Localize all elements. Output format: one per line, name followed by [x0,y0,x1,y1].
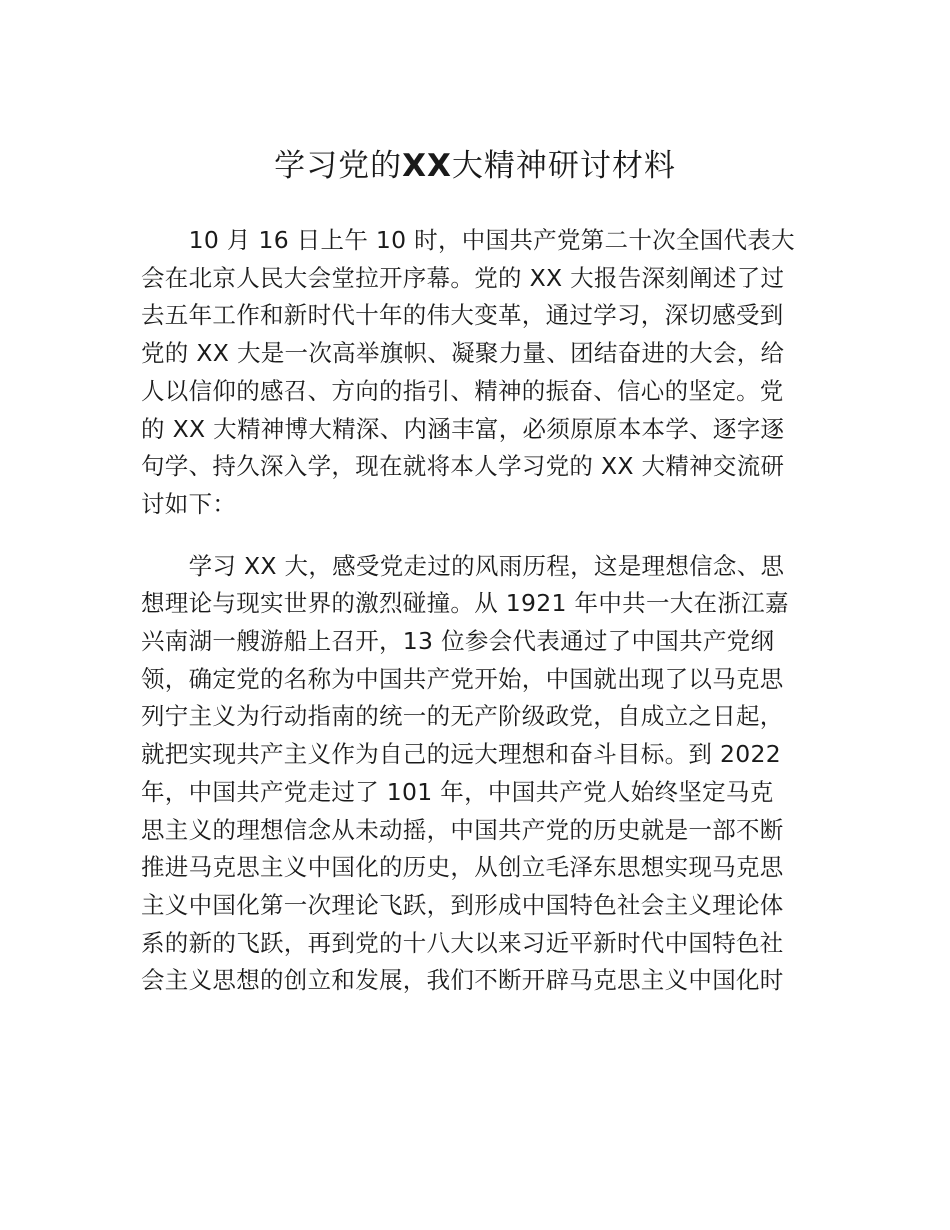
paragraph-gap [141,524,811,548]
title-block [0,144,950,188]
paragraph-1 [141,222,811,524]
paragraph-2-line: 兴南湖一艘游船上召开，13 位参会代表通过了中国共产党纲 [141,627,775,656]
paragraph-2 [141,548,811,1000]
paragraph-1-line: 10 月 16 日上午 10 时，中国共产党第二十次全国代表大 [141,226,795,254]
paragraph-1-line: 人以信仰的感召、方向的指引、精神的振奋、信心的坚定。党 [141,376,784,405]
paragraph-1-line: 会在北京人民大会堂拉开序幕。党的 XX 大报告深刻阐述了过 [141,263,785,292]
paragraph-2-line: 想理论与现实世界的激烈碰撞。从 1921 年中共一大在浙江嘉 [141,589,789,618]
paragraph-2-line: 列宁主义为行动指南的统一的无产阶级政党，自成立之日起， [141,702,784,731]
paragraph-1-line: 的 XX 大精神博大精深、内涵丰富，必须原原本本学、逐字逐 [141,414,785,443]
paragraph-1-line: 句学、持久深入学，现在就将本人学习党的 XX 大精神交流研 [141,452,785,481]
paragraph-2-line: 学习 XX 大，感受党走过的风雨历程，这是理想信念、思 [141,551,785,580]
paragraph-2-line: 就把实现共产主义作为自己的远大理想和奋斗目标。到 2022 [141,740,781,769]
paragraph-2-line: 领，确定党的名称为中国共产党开始，中国就出现了以马克思 [141,664,784,693]
paragraph-1-line: 去五年工作和新时代十年的伟大变革，通过学习，深切感受到 [141,301,784,330]
paragraph-2-line: 主义中国化第一次理论飞跃，到形成中国特色社会主义理论体 [141,890,784,919]
document-body [141,222,811,1000]
title-part-3: 大精神研讨材料 [451,148,676,184]
title-part-1: 学习党的 [274,148,403,184]
paragraph-2-line: 思主义的理想信念从未动摇，中国共产党的历史就是一部不断 [141,815,784,844]
paragraph-1-line: 讨如下： [141,489,237,518]
paragraph-1-line: 党的 XX 大是一次高举旗帜、凝聚力量、团结奋进的大会，给 [141,339,785,368]
document-title [274,144,676,188]
paragraph-2-line: 系的新的飞跃，再到党的十八大以来习近平新时代中国特色社 [141,928,784,957]
paragraph-2-line: 推进马克思主义中国化的历史，从创立毛泽东思想实现马克思 [141,853,784,882]
paragraph-2-line: 会主义思想的创立和发展，我们不断开辟马克思主义中国化时 [141,966,784,995]
paragraph-2-line: 年，中国共产党走过了 101 年，中国共产党人始终坚定马克 [141,777,774,806]
title-part-2: XX [402,148,452,184]
